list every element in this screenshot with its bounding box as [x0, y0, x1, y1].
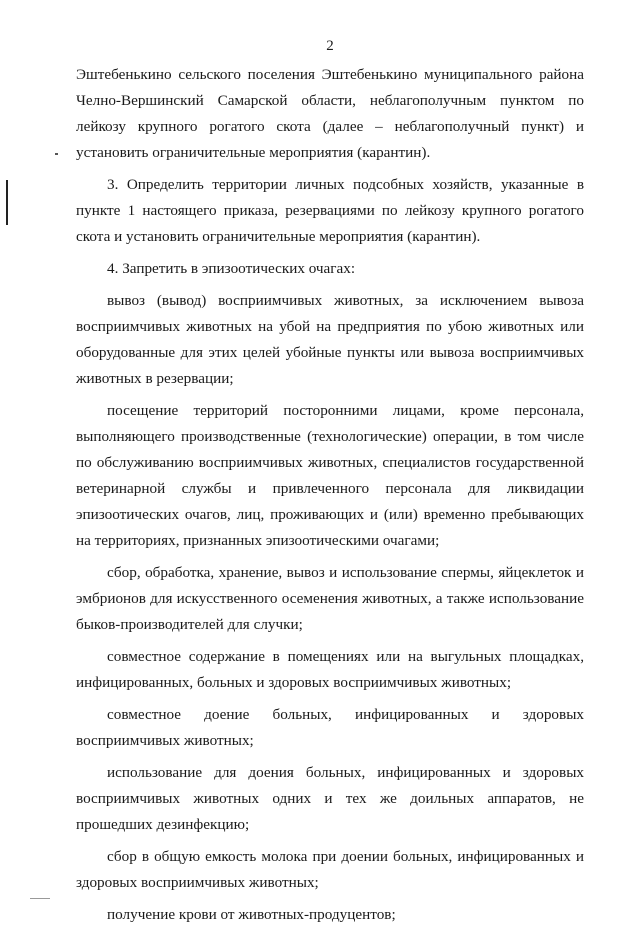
- document-page: [76, 0, 584, 923]
- paragraph-9: использование для доения больных, инфицированных и здоровых восприимчивых животных одних и тех же доильных аппаратов, не прошедших дезинфекцию;: [76, 764, 584, 833]
- paragraph-1: Эштебенькино сельского поселения Эштебенькино муниципального района Челно-Вершинский Самарской области, неблагополучным пунктом по лейкозу крупного рогатого скота (далее – неблагополучный пункт) и установить ограничительные мероприятия (карантин).: [76, 66, 584, 161]
- document-body: [76, 62, 584, 934]
- paragraph-7: совместное содержание в помещениях или на выгульных площадках, инфицированных, больных и здоровых восприимчивых животных;: [76, 648, 584, 691]
- paragraph-8: совместное доение больных, инфицированных и здоровых восприимчивых животных;: [76, 706, 584, 749]
- paragraph-6: сбор, обработка, хранение, вывоз и использование спермы, яйцеклеток и эмбрионов для искусственного осеменения животных, а также использование быков-производителей для случки;: [76, 564, 584, 633]
- paragraph-11: получение крови от животных-продуцентов;: [107, 906, 396, 923]
- paragraph-5: посещение территорий посторонними лицами, кроме персонала, выполняющего производственные (технологические) операции, в том числе по обслуживанию восприимчивых животных, специалистов государственной ветеринарной службы и привлеченного персонала для ликвидации эпизоотических очагов, лиц, проживающих и (или) временно пребывающих на территориях, признанных эпизоотическими очагами;: [76, 402, 584, 549]
- paragraph-10: сбор в общую емкость молока при доении больных, инфицированных и здоровых восприимчивых животных;: [76, 848, 584, 891]
- scan-margin-mark: [6, 180, 8, 225]
- paragraph-2: 3. Определить территории личных подсобных хозяйств, указанные в пункте 1 настоящего приказа, резервациями по лейкозу крупного рогатого скота и установить ограничительные мероприятия (карантин).: [76, 176, 584, 245]
- paragraph-3: 4. Запретить в эпизоотических очагах:: [107, 260, 356, 277]
- scan-bottom-mark: [30, 898, 50, 899]
- page-number: 2: [326, 38, 334, 54]
- paragraph-4: вывоз (вывод) восприимчивых животных, за исключением вывоза восприимчивых животных на убой на предприятия по убою животных или оборудованные для этих целей убойные пункты или вывоза восприимчивых животных в резервации;: [76, 292, 584, 387]
- scan-speck: [55, 153, 58, 155]
